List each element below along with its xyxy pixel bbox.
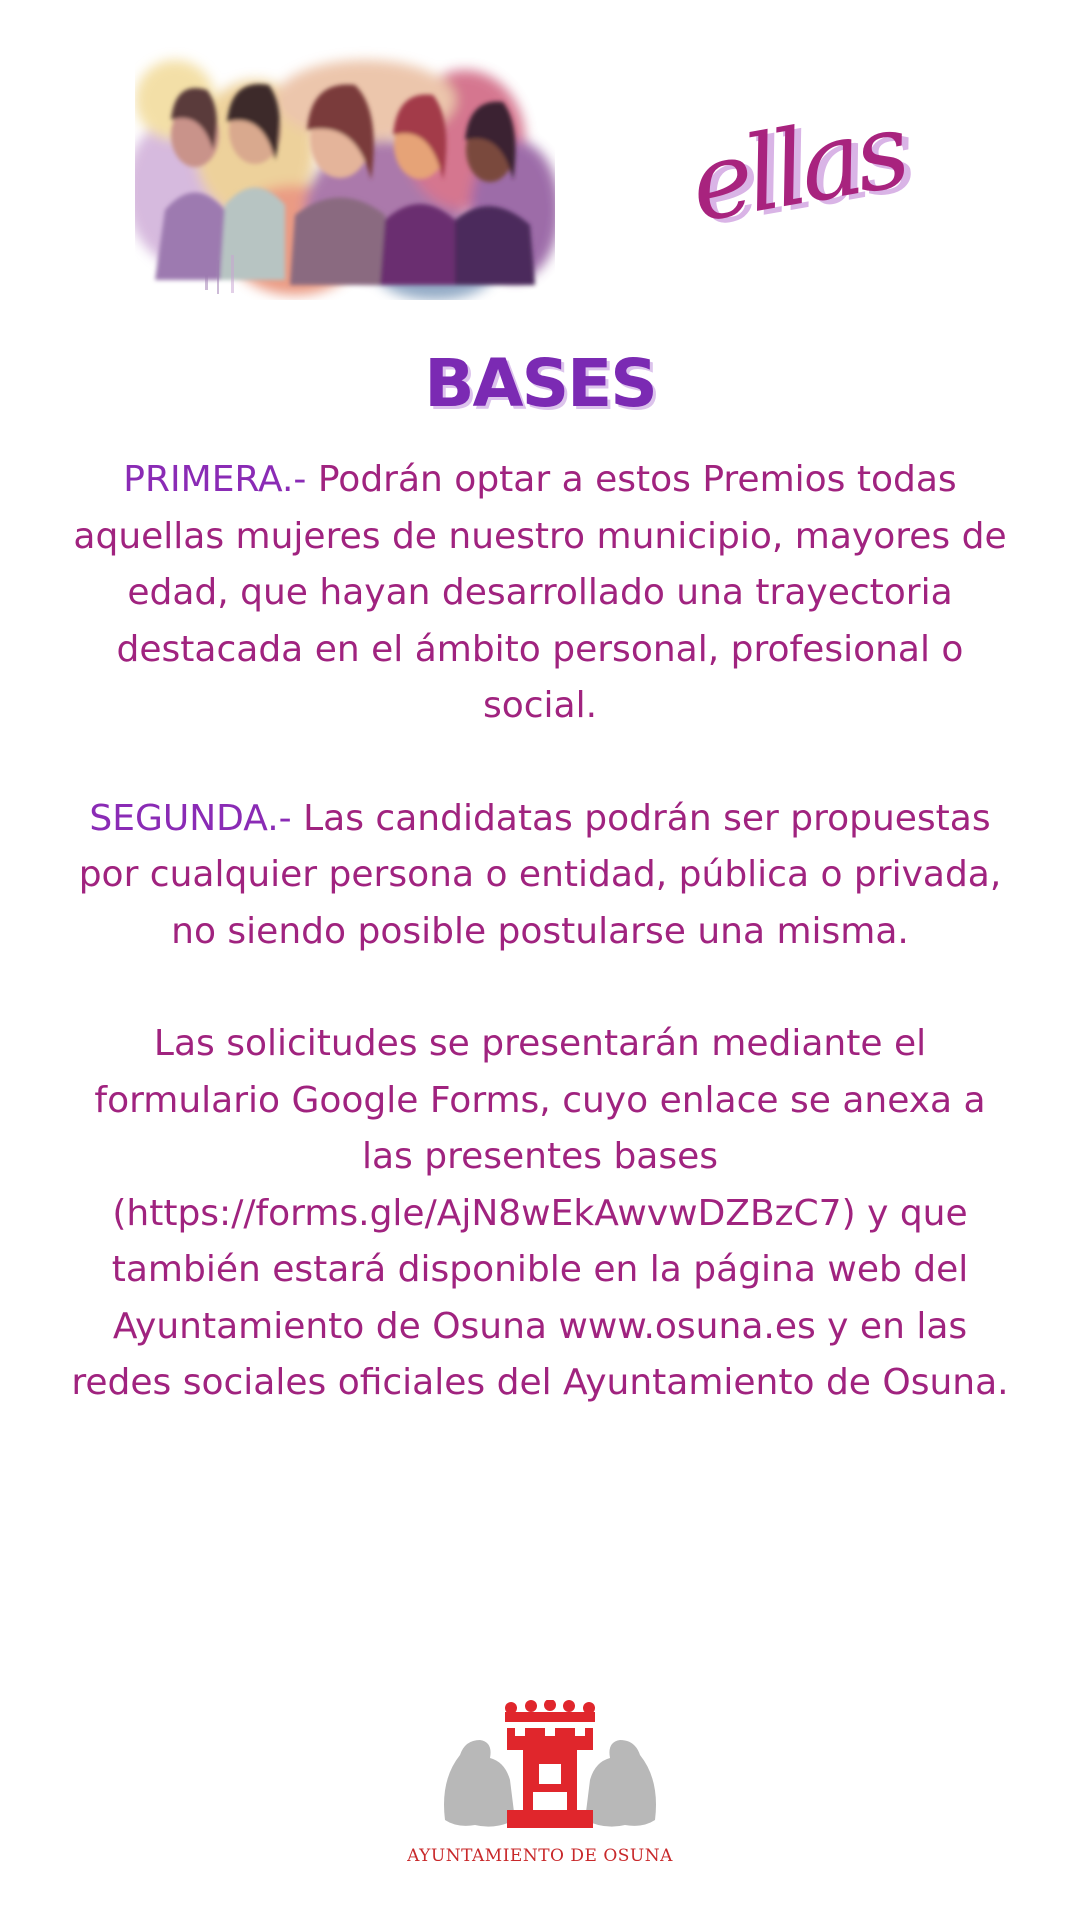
- section-solicitudes-text: Las solicitudes se presentarán mediante el formulario Google Forms, cuyo enlace se anexa a las presentes bases (https://forms.gle/AjN8wEkAwvwDZBzC7) y que también estará disponible en la página web del Ayuntamiento de Osuna www.osuna.es y en las redes sociales oficiales del Ayuntamiento de Osuna.: [71, 1023, 1009, 1403]
- women-watercolor-illustration: [135, 40, 555, 300]
- bases-text: [70, 452, 1010, 1468]
- section-segunda: [70, 791, 1010, 961]
- section-primera: [70, 452, 1010, 735]
- page-title: BASES: [424, 345, 656, 422]
- section-segunda-lead: SEGUNDA.-: [89, 797, 292, 839]
- section-primera-lead: PRIMERA.-: [123, 459, 307, 500]
- section-solicitudes: [70, 1016, 1010, 1412]
- emblem-caption: AYUNTAMIENTO DE OSUNA: [407, 1846, 673, 1866]
- osuna-emblem-icon: [435, 1700, 665, 1840]
- section-segunda-text: Las candidatas podrán ser propuestas por cualquier persona o entidad, pública o privada, no siendo posible postularse una misma.: [78, 797, 1002, 952]
- ellas-logo: ellas: [681, 88, 913, 246]
- section-primera-text: Podrán optar a estos Premios todas aquellas mujeres de nuestro municipio, mayores de edad, que hayan desarrollado una trayectoria destacada en el ámbito personal, profesional o social.: [73, 459, 1007, 726]
